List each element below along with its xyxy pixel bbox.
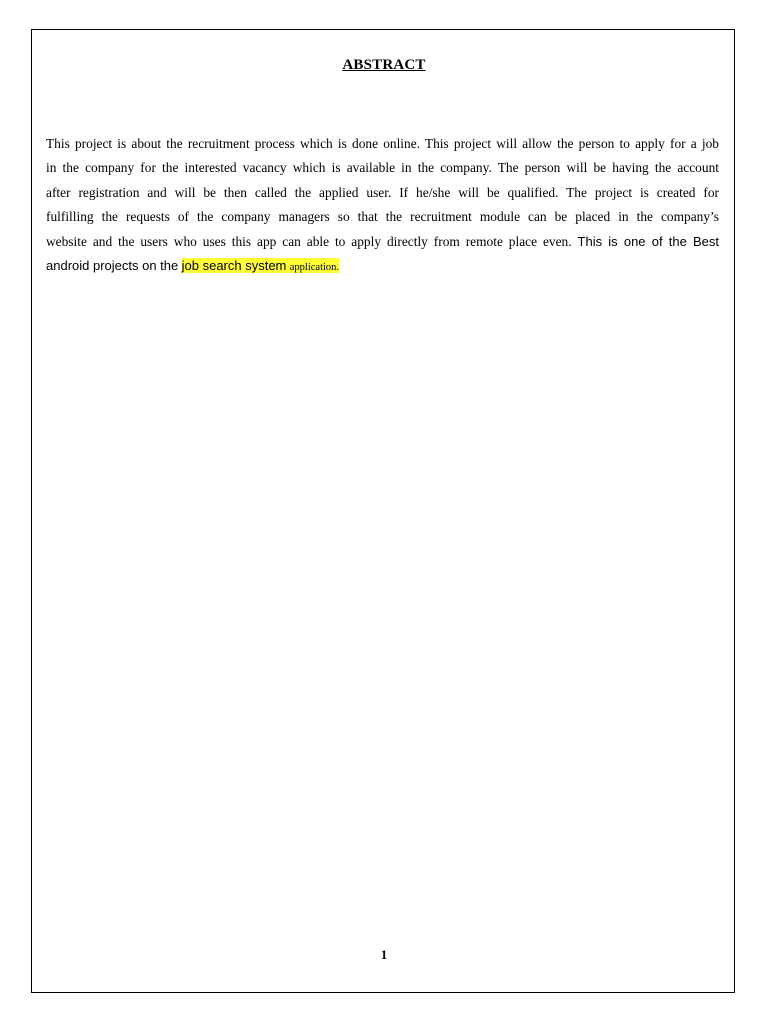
line-5-sans-text: This is one of the Best [577, 233, 719, 249]
page-number: 1 [380, 947, 388, 962]
paragraph-line-3: after registration and will be then called the applied user. If he/she will be qualified. The project is created for [46, 184, 719, 200]
page-title: ABSTRACT [342, 57, 426, 73]
highlighted-text [182, 258, 339, 273]
paragraph-line-1: This project is about the recruitment process which is done online. This project will allow the person to apply for a job [46, 136, 719, 151]
abstract-paragraph [46, 132, 719, 280]
line-5-serif-text: website and the users who uses this app can able to apply directly from remote place even. [46, 233, 572, 249]
highlight-small-text: application. [289, 262, 340, 274]
paragraph-line-4: fulfilling the requests of the company managers so that the recruitment module can be placed in the company’s [46, 209, 719, 225]
paragraph-line-2: in the company for the interested vacancy which is available in the company. The person will be having the account [46, 160, 719, 176]
paragraph-line-6 [46, 254, 719, 280]
line-6-prefix: android projects on the [46, 258, 179, 274]
paragraph-line-5 [46, 230, 719, 254]
highlight-main-text: job search system [181, 258, 287, 274]
